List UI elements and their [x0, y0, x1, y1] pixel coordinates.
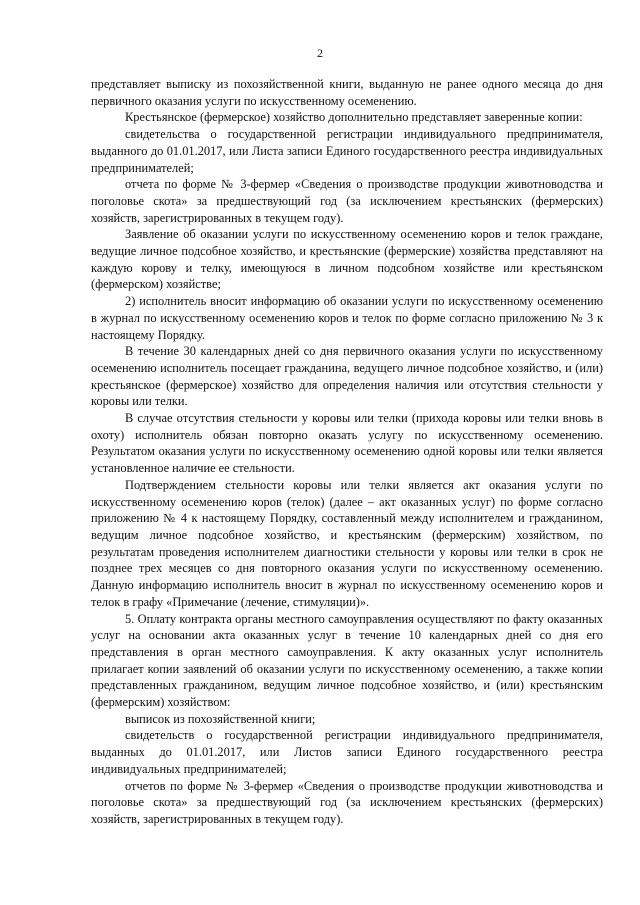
paragraph: представляет выписку из похозяйственной книги, выданную не ранее одного месяца до дня первичного оказания услуги по искусственному осеменению. — [91, 77, 603, 108]
paragraph: свидетельства о государственной регистрации индивидуального предпринимателя, выданного до 01.01.2017, или Листа записи Единого государственного реестра индивидуальных предпринимателей; — [91, 127, 603, 175]
paragraph: Крестьянское (фермерское) хозяйство дополнительно представляет заверенные копии: — [125, 110, 583, 125]
paragraph: 5. Оплату контракта органы местного самоуправления осуществляют по факту оказанных услуг на основании акта оказанных услуг в течение 10 календарных дней со дня его представления в орган местного самоуправления. К акту оказанных услуг исполнитель прилагает копии заявлений об оказании услуги по искусственному осеменению, а также копии представленных гражданином, ведущим личное подсобное хозяйство, и (или) крестьянским (фермерским) хозяйством: — [91, 611, 603, 710]
paragraph: Заявление об оказании услуги по искусственному осеменению коров и телок граждане, ведущие личное подсобное хозяйство, и крестьянские (фермерские) хозяйства представляют на каждую корову и телку, имеющуюся в личном подсобном хозяйстве или крестьянском (фермерском) хозяйстве; — [91, 227, 603, 292]
paragraph: 2) исполнитель вносит информацию об оказании услуги по искусственному осеменению в журнал по искусственному осеменению коров и телок по форме согласно приложению № 3 к настоящему Порядку. — [91, 294, 603, 342]
paragraph: выписок из похозяйственной книги; — [125, 711, 316, 726]
page-number: 2 — [317, 46, 323, 60]
document-body — [91, 76, 603, 828]
paragraph: свидетельств о государственной регистрации индивидуального предпринимателя, выданных до 01.01.2017, или Листов записи Единого государственного реестра индивидуальных предпринимателей; — [91, 728, 603, 776]
paragraph: В случае отсутствия стельности у коровы или телки (прихода коровы или телки вновь в охоту) исполнитель обязан повторно оказать услугу по искусственному осеменению. Результатом оказания услуги по искусственному осеменению одной коровы или телки является установленное наличие ее стельности. — [91, 411, 603, 476]
paragraph: отчета по форме № 3-фермер «Сведения о производстве продукции животноводства и поголовье скота» за предшествующий год (за исключением крестьянских (фермерских) хозяйств, зарегистрированных в текущем году). — [91, 177, 603, 225]
paragraph: Подтверждением стельности коровы или телки является акт оказания услуги по искусственному осеменению коров (телок) (далее – акт оказанных услуг) по форме согласно приложению № 4 к настоящему Порядку, составленный между исполнителем и гражданином, ведущим личное подсобное хозяйство, и крестьянским (фермерским) хозяйством, по результатам проведения исполнителем диагностики стельности у коровы или телки в срок не позднее трех месяцев со дня повторного оказания услуги по искусственному осеменению. Данную информацию исполнитель вносит в журнал по искусственному осеменению коров и телок в графу «Примечание (лечение, стимуляции)». — [91, 477, 603, 609]
paragraph: отчетов по форме № 3-фермер «Сведения о производстве продукции животноводства и поголовье скота» за предшествующий год (за исключением крестьянских (фермерских) хозяйств, зарегистрированных в текущем году). — [91, 778, 603, 826]
paragraph: В течение 30 календарных дней со дня первичного оказания услуги по искусственному осеменению исполнитель посещает гражданина, ведущего личное подсобное хозяйство, и (или) крестьянское (фермерское) хозяйство для определения наличия или отсутствия стельности у коровы или телки. — [91, 344, 603, 409]
